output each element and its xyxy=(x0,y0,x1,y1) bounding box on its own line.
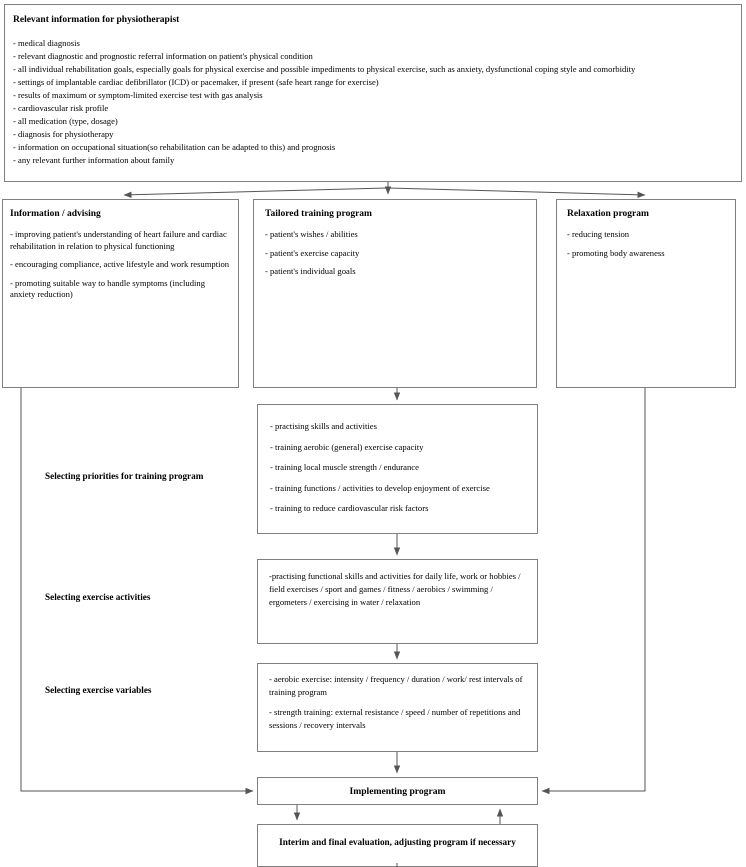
box-tailored-training-program xyxy=(253,199,537,388)
box-exercise-variables xyxy=(257,663,538,752)
box-information-advising-item: - encouraging compliance, active lifestyle and work resumption xyxy=(10,259,230,269)
box-training-priorities-item: - practising skills and activities xyxy=(270,421,377,431)
box-information-advising-item: - improving patient's understanding of heart failure and cardiac rehabilitation in relation to physical functioning xyxy=(10,229,227,251)
box-relevant-information-item: - information on occupational situation(so rehabilitation can be adapted to this) and prognosis xyxy=(13,142,336,152)
box-tailored-training-program-item: - patient's individual goals xyxy=(265,266,356,276)
box-training-priorities xyxy=(257,404,538,534)
box-training-priorities-item: - training to reduce cardiovascular risk factors xyxy=(270,503,429,513)
box-exercise-variables-item: - strength training: external resistance / speed / number of repetitions and sessions / recovery intervals xyxy=(269,707,521,730)
box-training-priorities-item: - training aerobic (general) exercise capacity xyxy=(270,441,424,452)
box-relevant-information-item: - diagnosis for physiotherapy xyxy=(13,129,114,139)
box-exercise-variables-item: - aerobic exercise: intensity / frequency / duration / work/ rest intervals of training program xyxy=(269,674,523,697)
box-information-advising-title: Information / advising xyxy=(10,209,101,219)
box-tailored-training-program-item: - patient's wishes / abilities xyxy=(265,229,358,239)
label-selecting-priorities: Selecting priorities for training program xyxy=(45,471,204,481)
label-selecting-exercise-variables: Selecting exercise variables xyxy=(45,685,152,695)
box-relevant-information-title: Relevant information for physiotherapist xyxy=(13,15,180,25)
box-information-advising-item: - promoting suitable way to handle symptoms (including anxiety reduction) xyxy=(10,277,206,299)
box-interim-final-evaluation-title: Interim and final evaluation, adjusting program if necessary xyxy=(279,837,516,847)
box-information-advising xyxy=(2,199,239,388)
arrow-information-to-implementing xyxy=(21,388,253,791)
box-tailored-training-program-title: Tailored training program xyxy=(265,209,372,219)
box-relaxation-program-item: - promoting body awareness xyxy=(567,247,665,258)
box-interim-final-evaluation xyxy=(257,824,538,867)
arrow-relaxation-to-implementing xyxy=(542,388,645,791)
box-relevant-information-item: - all individual rehabilitation goals, especially goals for physical exercise and possible impediments to physical exercise, such as anxiety, dysfunctional coping style and comorbidity xyxy=(13,64,636,74)
box-relaxation-program-title: Relaxation program xyxy=(567,209,649,219)
box-relevant-information xyxy=(4,4,742,182)
box-implementing-program-title: Implementing program xyxy=(349,785,446,797)
box-implementing-program xyxy=(257,777,538,805)
box-tailored-training-program-item: - patient's exercise capacity xyxy=(265,247,360,258)
box-relevant-information-item: - results of maximum or symptom-limited exercise test with gas analysis xyxy=(13,90,263,100)
box-relevant-information-item: - relevant diagnostic and prognostic referral information on patient's physical condition xyxy=(13,51,313,61)
label-selecting-exercise-activities: Selecting exercise activities xyxy=(45,592,151,602)
box-relevant-information-item: - medical diagnosis xyxy=(13,38,80,48)
box-relaxation-program xyxy=(556,199,736,388)
box-relevant-information-item: - any relevant further information about family xyxy=(13,155,175,165)
box-training-priorities-item: - training functions / activities to develop enjoyment of exercise xyxy=(270,482,490,493)
box-exercise-activities-item: -practising functional skills and activities for daily life, work or hobbies / field exercises / sport and games / fitness / aerobics / swimming / ergometers / exercising in water / relaxation xyxy=(269,571,521,607)
box-relevant-information-item: - all medication (type, dosage) xyxy=(13,116,118,126)
box-training-priorities-item: - training local muscle strength / endurance xyxy=(270,462,419,472)
box-relevant-information-item: - settings of implantable cardiac defibrillator (ICD) or pacemaker, if present (safe heart range for exercise) xyxy=(13,77,379,87)
box-exercise-activities xyxy=(257,559,538,644)
box-relaxation-program-item: - reducing tension xyxy=(567,229,630,239)
box-relevant-information-item: - cardiovascular risk profile xyxy=(13,103,109,113)
arrow-top-to-branches xyxy=(124,182,645,195)
